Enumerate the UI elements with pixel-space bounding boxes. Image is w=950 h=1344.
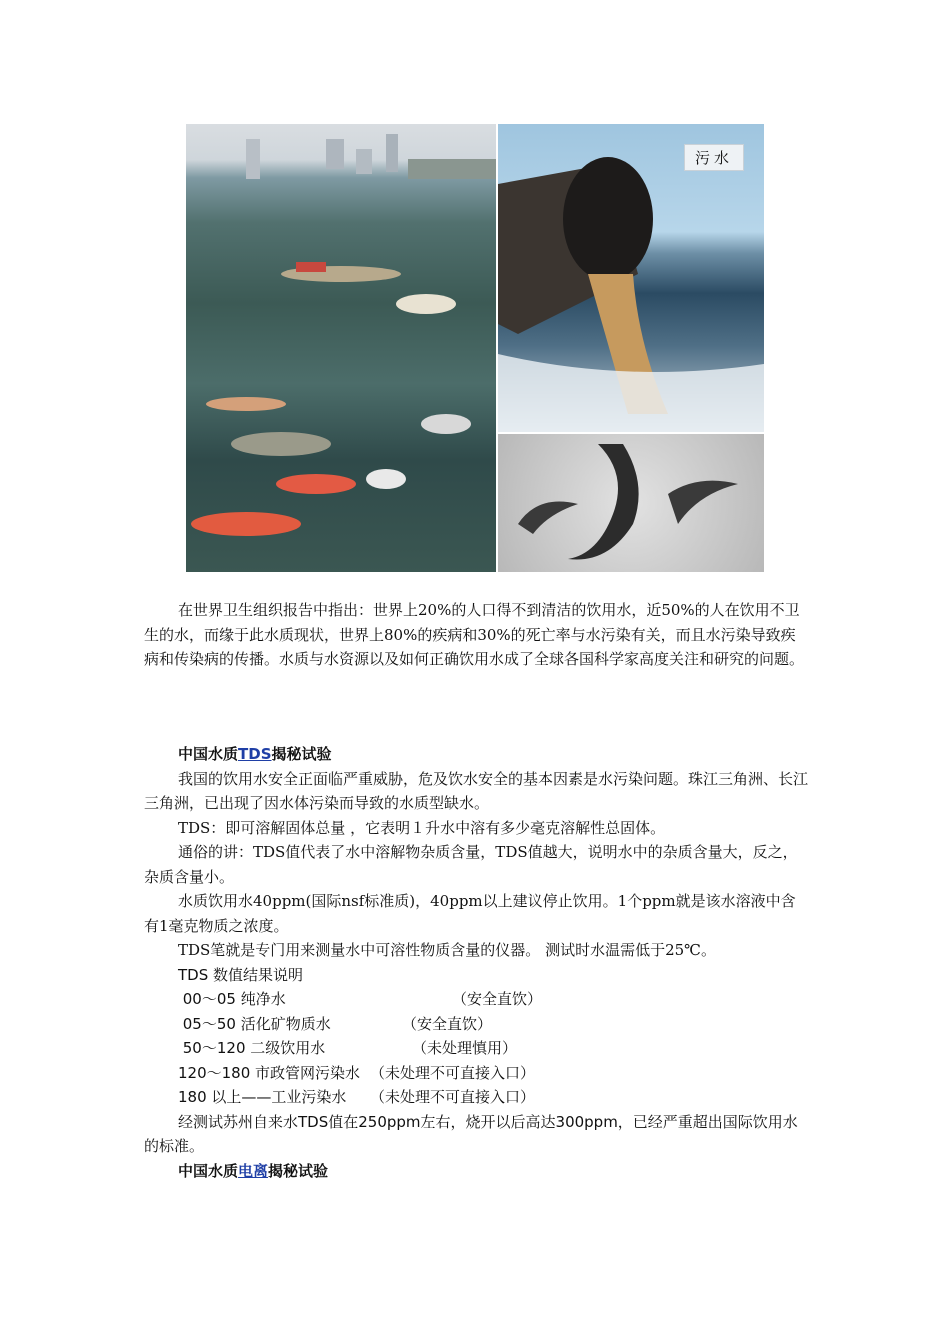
result-note: （未处理不可直接入口） <box>370 1088 536 1106</box>
tds-paragraph-1: 我国的饮用水安全正面临严重威胁，危及饮水安全的基本因素是水污染问题。珠江三角洲、长江三角洲，已出现了因水体污染而导致的水质型缺水。 <box>144 769 809 812</box>
result-row <box>144 987 808 1012</box>
result-row <box>144 1012 808 1037</box>
river-illustration <box>186 124 496 572</box>
parasite-illustration <box>498 434 764 572</box>
tds-paragraph-5: TDS笔就是专门用来测量水中可溶性物质含量的仪器。 测试时水温需低于25℃。 <box>178 941 716 959</box>
sewage-pipe-photo <box>498 124 764 432</box>
result-row <box>144 1085 808 1110</box>
result-row <box>144 1061 808 1086</box>
result-note: （未处理不可直接入口） <box>370 1063 536 1082</box>
ion-link[interactable]: 电离 <box>238 1161 269 1180</box>
ion-heading-suffix: 揭秘试验 <box>268 1161 329 1180</box>
intro-section <box>144 598 808 672</box>
tds-heading-suffix: 揭秘试验 <box>271 745 332 763</box>
tds-heading-prefix: 中国水质 <box>178 745 239 763</box>
tds-heading <box>144 742 808 767</box>
result-note: （未处理慎用） <box>412 1039 518 1057</box>
tds-link[interactable]: TDS <box>238 745 272 763</box>
result-range: 05～50 活化矿物质水 <box>178 1014 331 1033</box>
tds-paragraph-2: TDS：即可溶解固体总量 ，它表明１升水中溶有多少毫克溶解性总固体。 <box>178 818 666 837</box>
results-title: TDS 数值结果说明 <box>178 965 304 984</box>
tds-conclusion: 经测试苏州自来水TDS值在250ppm左右，烧开以后高达300ppm，已经严重超出国际饮用水的标准。 <box>144 1112 798 1155</box>
result-note: （安全直饮） <box>452 990 543 1008</box>
ion-heading-prefix: 中国水质 <box>178 1161 239 1180</box>
result-range: 50～120 二级饮用水 <box>178 1039 326 1057</box>
tds-section <box>144 742 808 1183</box>
polluted-river-photo <box>186 124 496 572</box>
result-range: 00～05 纯净水 <box>178 990 286 1008</box>
sewage-label: 污水 <box>684 144 744 171</box>
tds-paragraph-3: 通俗的讲：TDS值代表了水中溶解物杂质含量，TDS值越大，说明水中的杂质含量大，反之，杂质含量小。 <box>144 843 798 886</box>
intro-paragraph: 在世界卫生组织报告中指出：世界上20%的人口得不到清洁的饮用水，近50%的人在饮用不卫生的水，而缘于此水质现状，世界上80%的疾病和30%的死亡率与水污染有关，而且水污染导致疾病和传染病的传播。水质与水资源以及如何正确饮用水成了全球各国科学家高度关注和研究的问题。 <box>144 601 805 668</box>
parasite-drawing <box>498 434 764 572</box>
result-row <box>144 1036 808 1061</box>
result-range: 180 以上——工业污染水 <box>178 1088 347 1106</box>
tds-paragraph-4: 水质饮用水40ppm(国际nsf标准质)，40ppm以上建议停止饮用。1个ppm就是该水溶液中含有1毫克物质之浓度。 <box>144 892 796 935</box>
ion-heading <box>144 1159 808 1184</box>
result-range: 120～180 市政管网污染水 <box>178 1063 361 1082</box>
result-note: （安全直饮） <box>402 1014 493 1033</box>
pollution-figure <box>186 124 764 572</box>
